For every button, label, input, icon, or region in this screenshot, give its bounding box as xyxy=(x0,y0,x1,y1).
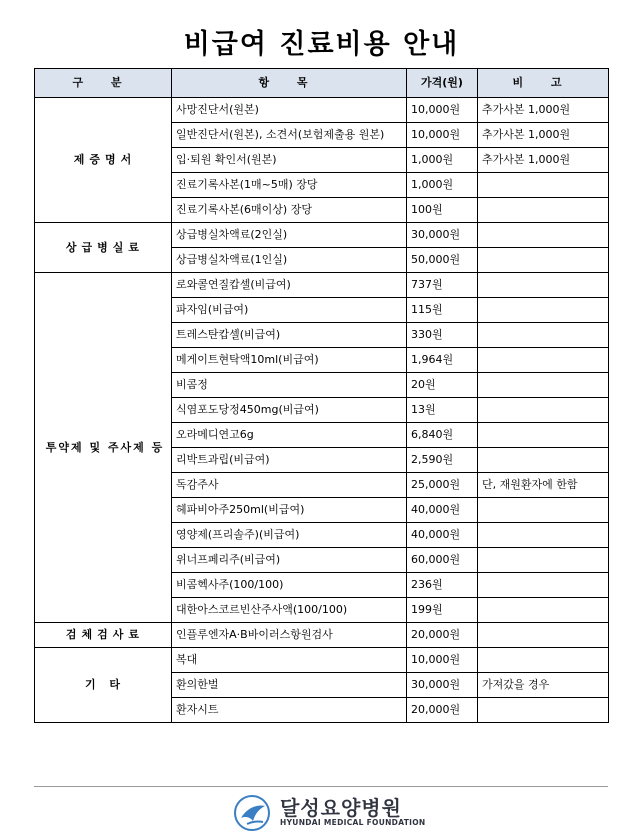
price-cell: 199원 xyxy=(407,598,478,623)
table-row xyxy=(35,273,609,298)
item-cell: 진료기록사본(1매~5매) 장당 xyxy=(172,173,407,198)
price-cell: 10,000원 xyxy=(407,98,478,123)
price-cell: 10,000원 xyxy=(407,648,478,673)
price-cell: 2,590원 xyxy=(407,448,478,473)
item-cell: 상급병실차액료(2인실) xyxy=(172,223,407,248)
note-cell xyxy=(478,448,609,473)
item-cell: 입·퇴원 확인서(원본) xyxy=(172,148,407,173)
note-cell xyxy=(478,348,609,373)
price-cell: 115원 xyxy=(407,298,478,323)
note-cell xyxy=(478,373,609,398)
note-cell: 추가사본 1,000원 xyxy=(478,123,609,148)
item-cell: 인플루엔자A·B바이러스항원검사 xyxy=(172,623,407,648)
table-row xyxy=(35,648,609,673)
price-cell: 10,000원 xyxy=(407,123,478,148)
note-cell xyxy=(478,623,609,648)
footer-divider xyxy=(34,786,608,787)
item-cell: 헤파비아주250ml(비급여) xyxy=(172,498,407,523)
item-cell: 메게이트현탁액10ml(비급여) xyxy=(172,348,407,373)
footer xyxy=(0,786,643,834)
price-cell: 25,000원 xyxy=(407,473,478,498)
note-cell xyxy=(478,523,609,548)
table-row xyxy=(35,623,609,648)
item-cell: 위너프페리주(비급여) xyxy=(172,548,407,573)
price-cell: 20원 xyxy=(407,373,478,398)
price-cell: 1,000원 xyxy=(407,173,478,198)
item-cell: 진료기록사본(6매이상) 장당 xyxy=(172,198,407,223)
note-cell xyxy=(478,423,609,448)
note-cell xyxy=(478,298,609,323)
price-cell: 40,000원 xyxy=(407,498,478,523)
note-cell xyxy=(478,598,609,623)
item-cell: 일반진단서(원본), 소견서(보험제출용 원본) xyxy=(172,123,407,148)
note-cell: 단, 재원환자에 한함 xyxy=(478,473,609,498)
item-cell: 환의한벌 xyxy=(172,673,407,698)
category-upper-ward: 상급병실료 xyxy=(35,223,172,273)
item-cell: 사망진단서(원본) xyxy=(172,98,407,123)
bird-logo-icon xyxy=(233,794,271,832)
price-cell: 30,000원 xyxy=(407,223,478,248)
item-cell: 독감주사 xyxy=(172,473,407,498)
price-cell: 330원 xyxy=(407,323,478,348)
category-other: 기 타 xyxy=(35,648,172,723)
hospital-name: 달성요양병원 xyxy=(280,796,402,820)
price-cell: 1,964원 xyxy=(407,348,478,373)
table-row xyxy=(35,98,609,123)
page-title: 비급여 진료비용 안내 xyxy=(183,29,460,60)
price-cell: 737원 xyxy=(407,273,478,298)
item-cell: 리박트과립(비급여) xyxy=(172,448,407,473)
note-cell xyxy=(478,573,609,598)
item-cell: 파자임(비급여) xyxy=(172,298,407,323)
header-note: 비 고 xyxy=(478,69,609,98)
note-cell: 추가사본 1,000원 xyxy=(478,98,609,123)
note-cell xyxy=(478,648,609,673)
price-cell: 13원 xyxy=(407,398,478,423)
price-cell: 6,840원 xyxy=(407,423,478,448)
note-cell xyxy=(478,498,609,523)
price-cell: 40,000원 xyxy=(407,523,478,548)
header-category: 구 분 xyxy=(35,69,172,98)
note-cell xyxy=(478,398,609,423)
note-cell xyxy=(478,173,609,198)
fee-table xyxy=(34,68,609,723)
item-cell: 비콤헥사주(100/100) xyxy=(172,573,407,598)
price-cell: 20,000원 xyxy=(407,623,478,648)
price-cell: 236원 xyxy=(407,573,478,598)
item-cell: 영양제(프리솔주)(비급여) xyxy=(172,523,407,548)
item-cell: 복대 xyxy=(172,648,407,673)
category-specimen-test: 검체검사료 xyxy=(35,623,172,648)
table-row xyxy=(35,223,609,248)
note-cell: 가져갔을 경우 xyxy=(478,673,609,698)
note-cell xyxy=(478,223,609,248)
note-cell xyxy=(478,698,609,723)
header-item: 항 목 xyxy=(172,69,407,98)
header-price: 가격(원) xyxy=(407,69,478,98)
category-medication: 투약제 및 주사제 등 xyxy=(35,273,172,623)
note-cell: 추가사본 1,000원 xyxy=(478,148,609,173)
price-cell: 60,000원 xyxy=(407,548,478,573)
price-cell: 1,000원 xyxy=(407,148,478,173)
item-cell: 대한아스코르빈산주사액(100/100) xyxy=(172,598,407,623)
item-cell: 비콤정 xyxy=(172,373,407,398)
price-cell: 20,000원 xyxy=(407,698,478,723)
note-cell xyxy=(478,273,609,298)
note-cell xyxy=(478,548,609,573)
note-cell xyxy=(478,198,609,223)
item-cell: 트레스탄캅셀(비급여) xyxy=(172,323,407,348)
item-cell: 오라메디연고6g xyxy=(172,423,407,448)
price-cell: 50,000원 xyxy=(407,248,478,273)
price-cell: 100원 xyxy=(407,198,478,223)
table-header-row xyxy=(35,69,609,98)
item-cell: 상급병실차액료(1인실) xyxy=(172,248,407,273)
price-cell: 30,000원 xyxy=(407,673,478,698)
item-cell: 식염포도당정450mg(비급여) xyxy=(172,398,407,423)
category-certificates: 제증명서 xyxy=(35,98,172,223)
note-cell xyxy=(478,248,609,273)
note-cell xyxy=(478,323,609,348)
foundation-name: HYUNDAI MEDICAL FOUNDATION xyxy=(280,818,426,827)
item-cell: 환자시트 xyxy=(172,698,407,723)
item-cell: 로와콜연질캅셀(비급여) xyxy=(172,273,407,298)
